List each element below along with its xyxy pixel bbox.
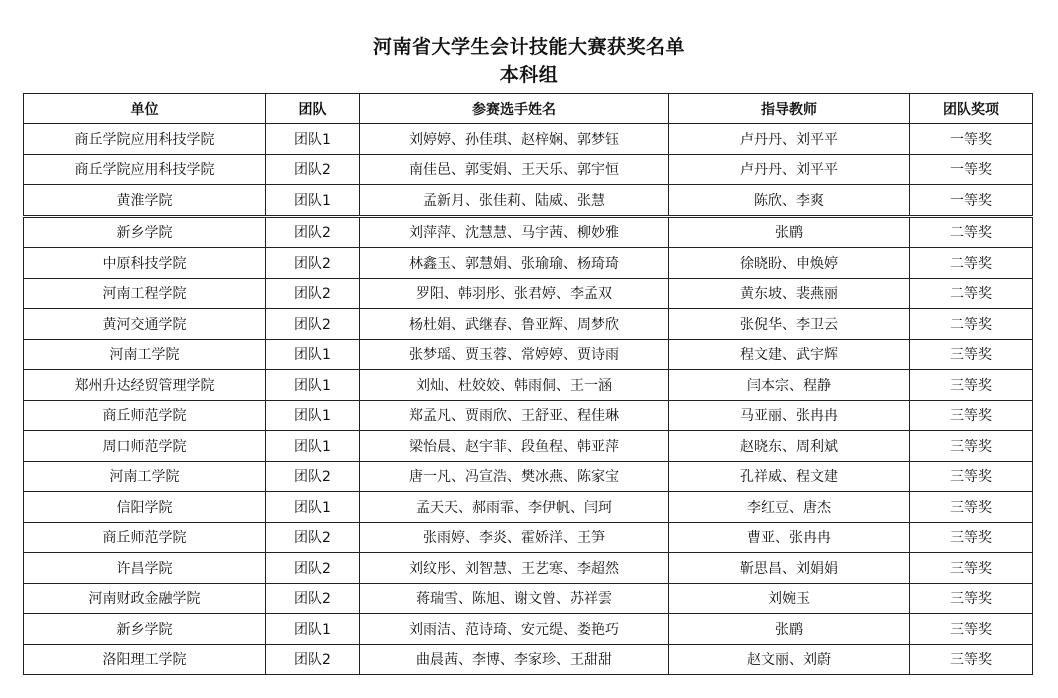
cell-teachers: 张鹛 bbox=[669, 216, 910, 248]
cell-award: 二等奖 bbox=[910, 278, 1033, 309]
cell-players: 孟新月、张佳莉、陆威、张慧 bbox=[360, 185, 669, 217]
table-row bbox=[24, 492, 1033, 523]
table-row bbox=[24, 614, 1033, 645]
cell-award: 三等奖 bbox=[910, 400, 1033, 431]
cell-team: 团队2 bbox=[266, 522, 360, 553]
cell-award: 二等奖 bbox=[910, 309, 1033, 340]
cell-unit: 商丘学院应用科技学院 bbox=[24, 154, 266, 185]
page-title: 河南省大学生会计技能大赛获奖名单 bbox=[372, 36, 685, 58]
cell-players: 曲晨茜、李博、李家珍、王甜甜 bbox=[360, 644, 669, 675]
cell-players: 罗阳、韩羽彤、张君婷、李孟双 bbox=[360, 278, 669, 309]
table-row bbox=[24, 553, 1033, 584]
table-row bbox=[24, 461, 1033, 492]
cell-award: 三等奖 bbox=[910, 644, 1033, 675]
cell-award: 一等奖 bbox=[910, 124, 1033, 155]
cell-team: 团队2 bbox=[266, 309, 360, 340]
cell-teachers: 张鹛 bbox=[669, 614, 910, 645]
table-row bbox=[24, 522, 1033, 553]
cell-team: 团队1 bbox=[266, 492, 360, 523]
cell-team: 团队2 bbox=[266, 583, 360, 614]
cell-award: 三等奖 bbox=[910, 492, 1033, 523]
cell-team: 团队2 bbox=[266, 278, 360, 309]
table-row bbox=[24, 339, 1033, 370]
cell-award: 二等奖 bbox=[910, 216, 1033, 248]
table-row bbox=[24, 400, 1033, 431]
cell-unit: 黄淮学院 bbox=[24, 185, 266, 217]
cell-team: 团队1 bbox=[266, 400, 360, 431]
cell-players: 刘萍萍、沈慧慧、马宇茜、柳妙雅 bbox=[360, 216, 669, 248]
table-row bbox=[24, 278, 1033, 309]
cell-players: 梁怡晨、赵宇菲、段鱼程、韩亚萍 bbox=[360, 431, 669, 462]
cell-award: 二等奖 bbox=[910, 248, 1033, 279]
cell-award: 三等奖 bbox=[910, 553, 1033, 584]
cell-teachers: 黄东坡、裴燕丽 bbox=[669, 278, 910, 309]
header-award: 团队奖项 bbox=[910, 94, 1033, 124]
cell-team: 团队1 bbox=[266, 124, 360, 155]
cell-teachers: 程文建、武宇辉 bbox=[669, 339, 910, 370]
cell-unit: 新乡学院 bbox=[24, 216, 266, 248]
cell-teachers: 张倪华、李卫云 bbox=[669, 309, 910, 340]
cell-team: 团队1 bbox=[266, 370, 360, 401]
cell-teachers: 马亚丽、张冉冉 bbox=[669, 400, 910, 431]
cell-unit: 商丘师范学院 bbox=[24, 400, 266, 431]
cell-award: 三等奖 bbox=[910, 522, 1033, 553]
table-row bbox=[24, 216, 1033, 248]
table-row bbox=[24, 309, 1033, 340]
cell-players: 南佳邑、郭雯娟、王天乐、郭宇恒 bbox=[360, 154, 669, 185]
table-row bbox=[24, 154, 1033, 185]
cell-teachers: 徐晓盼、申焕婷 bbox=[669, 248, 910, 279]
cell-teachers: 孔祥威、程文建 bbox=[669, 461, 910, 492]
cell-teachers: 李红豆、唐杰 bbox=[669, 492, 910, 523]
cell-team: 团队2 bbox=[266, 553, 360, 584]
cell-teachers: 卢丹丹、刘平平 bbox=[669, 124, 910, 155]
cell-teachers: 闫本宗、程静 bbox=[669, 370, 910, 401]
table-row bbox=[24, 248, 1033, 279]
cell-teachers: 靳思昌、刘娟娟 bbox=[669, 553, 910, 584]
cell-unit: 河南工学院 bbox=[24, 339, 266, 370]
cell-players: 孟天天、郝雨霏、李伊帆、闫珂 bbox=[360, 492, 669, 523]
table-row bbox=[24, 583, 1033, 614]
cell-players: 刘纹彤、刘智慧、王艺寒、李超然 bbox=[360, 553, 669, 584]
award-table bbox=[23, 93, 1033, 675]
cell-unit: 河南工学院 bbox=[24, 461, 266, 492]
cell-players: 刘雨洁、范诗琦、安元缇、娄艳巧 bbox=[360, 614, 669, 645]
cell-award: 三等奖 bbox=[910, 614, 1033, 645]
cell-teachers: 刘婉玉 bbox=[669, 583, 910, 614]
cell-players: 林鑫玉、郭慧娟、张瑜瑜、杨琦琦 bbox=[360, 248, 669, 279]
table-body bbox=[24, 124, 1033, 675]
page-subtitle: 本科组 bbox=[499, 64, 559, 86]
cell-unit: 商丘师范学院 bbox=[24, 522, 266, 553]
cell-teachers: 陈欣、李爽 bbox=[669, 185, 910, 217]
cell-unit: 黄河交通学院 bbox=[24, 309, 266, 340]
cell-teachers: 赵文丽、刘蔚 bbox=[669, 644, 910, 675]
header-players: 参赛选手姓名 bbox=[360, 94, 669, 124]
cell-team: 团队1 bbox=[266, 614, 360, 645]
header-team: 团队 bbox=[266, 94, 360, 124]
cell-team: 团队2 bbox=[266, 461, 360, 492]
cell-team: 团队1 bbox=[266, 431, 360, 462]
cell-unit: 河南工程学院 bbox=[24, 278, 266, 309]
cell-unit: 郑州升达经贸管理学院 bbox=[24, 370, 266, 401]
header-teachers: 指导教师 bbox=[669, 94, 910, 124]
table-row bbox=[24, 431, 1033, 462]
cell-unit: 周口师范学院 bbox=[24, 431, 266, 462]
cell-players: 张雨婷、李炎、霍娇洋、王笋 bbox=[360, 522, 669, 553]
cell-players: 刘婷婷、孙佳琪、赵梓娴、郭梦钰 bbox=[360, 124, 669, 155]
cell-players: 唐一凡、冯宣浩、樊冰燕、陈家宝 bbox=[360, 461, 669, 492]
cell-team: 团队1 bbox=[266, 185, 360, 217]
cell-teachers: 卢丹丹、刘平平 bbox=[669, 154, 910, 185]
table-row bbox=[24, 124, 1033, 155]
cell-team: 团队1 bbox=[266, 339, 360, 370]
cell-players: 郑孟凡、贾雨欣、王舒亚、程佳琳 bbox=[360, 400, 669, 431]
cell-award: 三等奖 bbox=[910, 461, 1033, 492]
cell-award: 三等奖 bbox=[910, 431, 1033, 462]
cell-unit: 商丘学院应用科技学院 bbox=[24, 124, 266, 155]
cell-team: 团队2 bbox=[266, 216, 360, 248]
cell-award: 三等奖 bbox=[910, 339, 1033, 370]
table-header-row bbox=[24, 94, 1033, 124]
cell-unit: 许昌学院 bbox=[24, 553, 266, 584]
cell-teachers: 曹亚、张冉冉 bbox=[669, 522, 910, 553]
cell-unit: 中原科技学院 bbox=[24, 248, 266, 279]
cell-teachers: 赵晓东、周利斌 bbox=[669, 431, 910, 462]
cell-players: 刘灿、杜姣姣、韩雨侗、王一涵 bbox=[360, 370, 669, 401]
cell-players: 张梦瑶、贾玉蓉、常婷婷、贾诗雨 bbox=[360, 339, 669, 370]
cell-players: 杨杜娟、武继春、鲁亚辉、周梦欣 bbox=[360, 309, 669, 340]
cell-unit: 河南财政金融学院 bbox=[24, 583, 266, 614]
header-unit: 单位 bbox=[24, 94, 266, 124]
cell-players: 蒋瑞雪、陈旭、谢文曾、苏祥雲 bbox=[360, 583, 669, 614]
cell-award: 一等奖 bbox=[910, 185, 1033, 217]
cell-team: 团队2 bbox=[266, 154, 360, 185]
cell-unit: 洛阳理工学院 bbox=[24, 644, 266, 675]
cell-unit: 新乡学院 bbox=[24, 614, 266, 645]
cell-award: 三等奖 bbox=[910, 370, 1033, 401]
cell-award: 一等奖 bbox=[910, 154, 1033, 185]
table-row bbox=[24, 644, 1033, 675]
cell-team: 团队2 bbox=[266, 644, 360, 675]
table-row bbox=[24, 185, 1033, 217]
cell-team: 团队2 bbox=[266, 248, 360, 279]
cell-award: 三等奖 bbox=[910, 583, 1033, 614]
cell-unit: 信阳学院 bbox=[24, 492, 266, 523]
table-row bbox=[24, 370, 1033, 401]
